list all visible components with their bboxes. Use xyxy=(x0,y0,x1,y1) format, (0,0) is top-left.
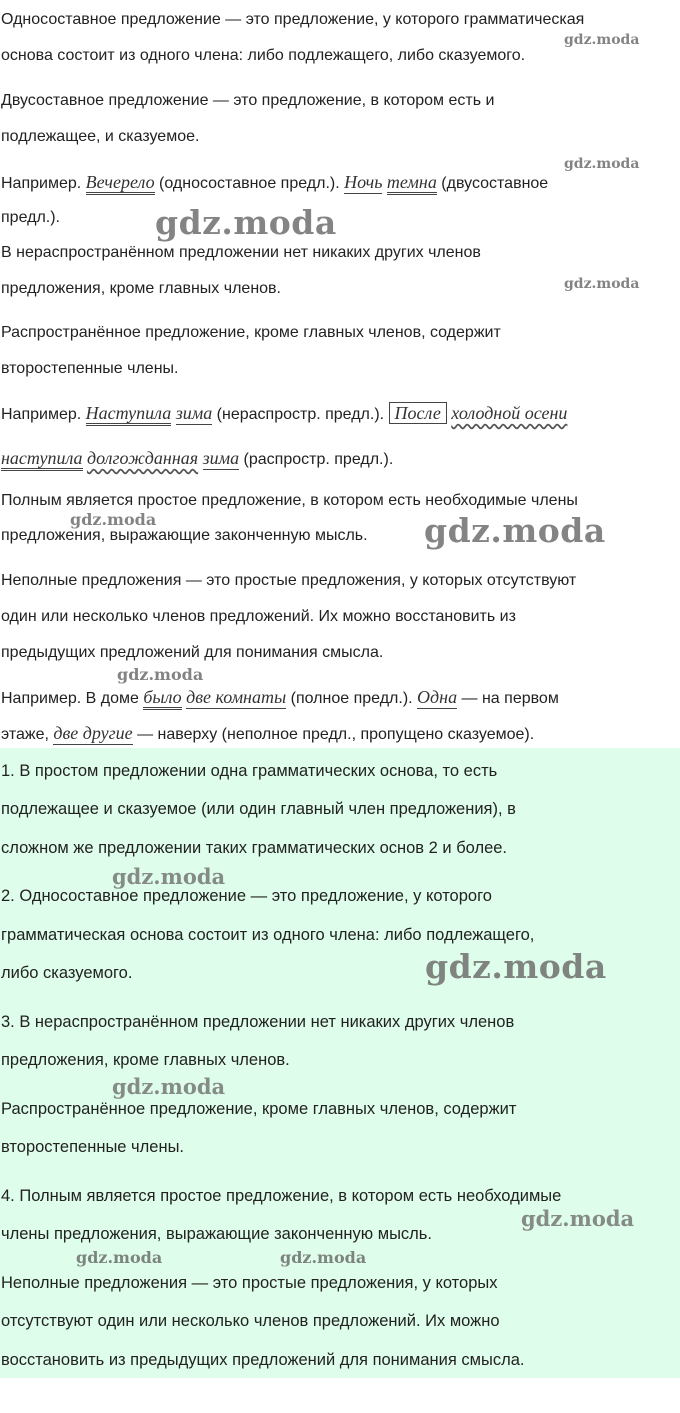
watermark: gdz.moda xyxy=(280,1248,367,1267)
answer-4-line-5: восстановить из предыдущих предложений для понимания смысла. xyxy=(1,1351,525,1369)
example-prefix: этаже, xyxy=(1,726,54,743)
watermark: gdz.moda xyxy=(117,665,204,684)
example-word-bylo: было xyxy=(143,687,181,710)
definition-extended-line-1: Распространённое предложение, кроме главных членов, содержит xyxy=(1,324,501,341)
answer-1-line-1: 1. В простом предложении одна грамматических основа, то есть xyxy=(1,762,498,780)
example-word-dve-komnaty: две комнаты xyxy=(186,687,287,707)
answer-3-line-1: 3. В нераспространённом предложении нет никаких других членов xyxy=(1,1013,515,1031)
definition-incomplete-line-3: предыдущих предложений для понимания смысла. xyxy=(1,644,384,661)
watermark: gdz.moda xyxy=(112,864,226,889)
definition-two-member-line-2: подлежащее, и сказуемое. xyxy=(1,128,200,145)
example-three-line-2 xyxy=(1,723,534,745)
example-one-line-2: предл.). xyxy=(1,209,60,226)
example-word-posle: После xyxy=(389,402,447,424)
definition-incomplete-line-2: один или несколько членов предложений. Их можно восстановить из xyxy=(1,608,516,625)
watermark: gdz.moda xyxy=(155,203,337,242)
definition-unextended-line-2: предложения, кроме главных членов. xyxy=(1,280,281,297)
example-note: (полное предл.). xyxy=(286,690,418,707)
example-word-nastupila: Наступила xyxy=(86,403,172,426)
answer-3-line-3: Распространённое предложение, кроме главных членов, содержит xyxy=(1,1100,517,1118)
watermark: gdz.moda xyxy=(425,947,607,986)
example-prefix: Например. xyxy=(1,175,86,192)
example-note: (распростр. предл.). xyxy=(239,451,394,468)
answer-3-line-2: предложения, кроме главных членов. xyxy=(1,1051,290,1069)
answer-4-line-1: 4. Полным является простое предложение, в котором есть необходимые xyxy=(1,1187,562,1205)
definition-unextended-line-1: В нераспространённом предложении нет никаких других членов xyxy=(1,244,481,261)
definition-incomplete-line-1: Неполные предложения — это простые предложения, у которых отсутствуют xyxy=(1,572,577,589)
answer-4-line-2: члены предложения, выражающие законченную мысль. xyxy=(1,1225,432,1243)
definition-one-member-line-1: Односоставное предложение — это предложение, у которого грамматическая xyxy=(1,11,585,28)
example-note: (двусоставное xyxy=(436,175,549,192)
watermark: gdz.moda xyxy=(564,156,640,172)
definition-complete-line-1: Полным является простое предложение, в котором есть необходимые члены xyxy=(1,492,578,509)
example-note: — наверху (неполное предл., пропущено сказуемое). xyxy=(132,726,535,743)
answer-4-line-4: отсутствуют один или несколько членов предложений. Их можно xyxy=(1,1312,500,1330)
answer-1-line-3: сложном же предложении таких грамматических основ 2 и более. xyxy=(1,839,508,857)
example-word-dve-drugie: две другие xyxy=(53,723,133,743)
example-word-zima: зима xyxy=(175,403,213,423)
definition-two-member-line-1: Двусоставное предложение — это предложение, в котором есть и xyxy=(1,92,495,109)
answer-2-line-1: 2. Односоставное предложение — это предложение, у которого xyxy=(1,887,492,905)
example-note: (односоставное предл.). xyxy=(154,175,345,192)
definition-extended-line-2: второстепенные члены. xyxy=(1,360,179,377)
example-word-vecherelo: Вечерело xyxy=(86,172,155,195)
definition-complete-line-2: предложения, выражающие законченную мысль. xyxy=(1,527,368,544)
example-word-odna: Одна xyxy=(417,687,458,707)
example-word-temna: темна xyxy=(387,172,437,195)
watermark: gdz.moda xyxy=(564,276,640,292)
watermark: gdz.moda xyxy=(112,1074,226,1099)
watermark: gdz.moda xyxy=(564,32,640,48)
answer-2-line-3: либо сказуемого. xyxy=(1,964,133,982)
example-two-line-1 xyxy=(1,403,567,425)
watermark: gdz.moda xyxy=(76,1248,163,1267)
example-word-nastupila-2: наступила xyxy=(1,448,83,471)
example-word-noch: Ночь xyxy=(344,172,383,192)
example-note: — на первом xyxy=(457,690,559,707)
example-one-line-1 xyxy=(1,172,548,194)
answer-2-line-2: грамматическая основа состоит из одного члена: либо подлежащего, xyxy=(1,926,535,944)
example-note: (нераспростр. предл.). xyxy=(212,406,389,423)
watermark: gdz.moda xyxy=(70,510,157,529)
example-word-holodnoy-oseni: холодной осени xyxy=(451,403,568,423)
watermark: gdz.moda xyxy=(521,1206,635,1231)
answer-3-line-4: второстепенные члены. xyxy=(1,1138,185,1156)
example-two-line-2 xyxy=(1,448,393,470)
answer-4-line-3: Неполные предложения — это простые предложения, у которых xyxy=(1,1274,498,1292)
watermark: gdz.moda xyxy=(424,511,606,550)
answer-1-line-2: подлежащее и сказуемое (или один главный член предложения), в xyxy=(1,800,516,818)
example-word-dolgozhdannaya: долгожданная xyxy=(86,448,199,468)
example-three-line-1 xyxy=(1,687,559,709)
example-word-zima-2: зима xyxy=(202,448,240,468)
example-prefix: Например. В доме xyxy=(1,690,144,707)
example-prefix: Например. xyxy=(1,406,86,423)
definition-one-member-line-2: основа состоит из одного члена: либо подлежащего, либо сказуемого. xyxy=(1,47,526,64)
